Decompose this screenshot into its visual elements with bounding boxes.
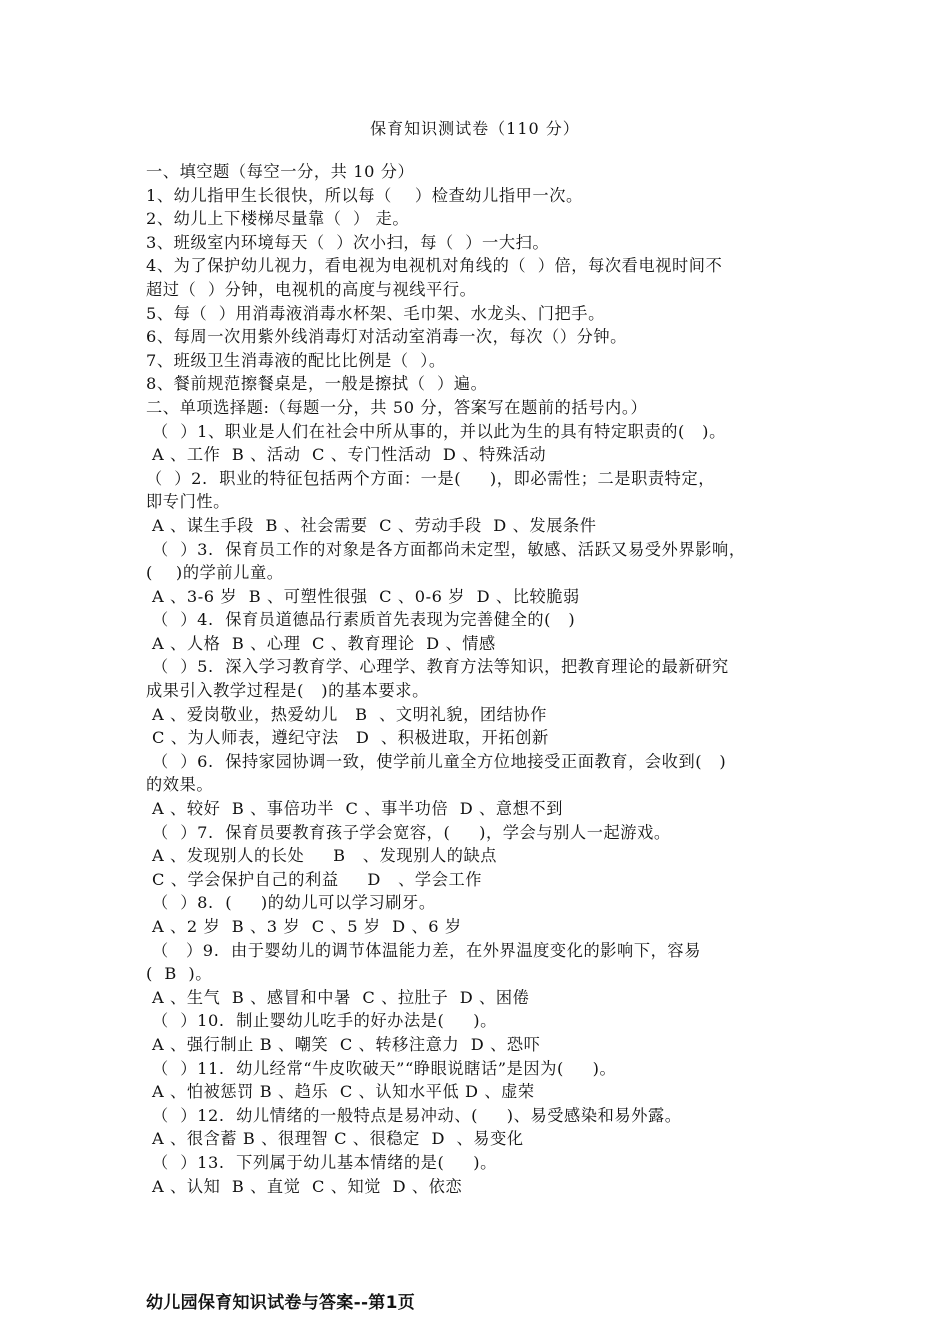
option-line: A 、强行制止 B 、嘲笑 C 、转移注意力 D 、恐吓	[152, 1034, 541, 1054]
section-heading: 二、单项选择题:（每题一分，共 50 分，答案写在题前的括号内。）	[146, 397, 648, 417]
option-line: A 、爱岗敬业，热爱幼儿 B 、文明礼貌，团结协作	[152, 704, 548, 724]
option-line: （ ）9. 由于婴幼儿的调节体温能力差，在外界温度变化的影响下，容易	[152, 940, 701, 960]
page-title: 保育知识测试卷（110 分）	[370, 119, 580, 138]
option-line: A 、3-6 岁 B 、可塑性很强 C 、0-6 岁 D 、比较脆弱	[152, 586, 580, 606]
option-line: A 、工作 B 、活动 C 、专门性活动 D 、特殊活动	[152, 445, 547, 465]
option-line: A 、生气 B 、感冒和中暑 C 、拉肚子 D 、困倦	[152, 987, 530, 1007]
option-line: A 、怕被惩罚 B 、趋乐 C 、认知水平低 D 、虚荣	[152, 1082, 535, 1102]
page-footer: 幼儿园保育知识试卷与答案--第1页	[146, 1293, 416, 1313]
option-line: （ ）8. ( )的幼儿可以学习刷牙。	[152, 893, 436, 913]
question-line: 成果引入教学过程是( )的基本要求。	[146, 681, 429, 701]
option-line: A 、谋生手段 B 、社会需要 C 、劳动手段 D 、发展条件	[152, 515, 597, 535]
option-line: （ ）4. 保育员道德品行素质首先表现为完善健全的( )	[152, 610, 576, 630]
option-line: A 、很含蓄 B 、很理智 C 、很稳定 D 、易变化	[152, 1129, 524, 1149]
option-line: （ ）11. 幼儿经常“牛皮吹破天”“睁眼说瞎话”是因为( )。	[152, 1058, 617, 1078]
option-line: A 、人格 B 、心理 C 、教育理论 D 、情感	[152, 633, 496, 653]
option-line: A 、发现别人的长处 B 、发现别人的缺点	[152, 846, 498, 866]
option-line: （ ）10. 制止婴幼儿吃手的好办法是( )。	[152, 1011, 497, 1031]
option-line: （ ）7. 保育员要教育孩子学会宽容，( )，学会与别人一起游戏。	[152, 822, 671, 842]
option-line: A 、2 岁 B 、3 岁 C 、5 岁 D 、6 岁	[152, 917, 462, 936]
question-line: 4、为了保护幼儿视力，看电视为电视机对角线的（ ）倍，每次看电视时间不	[146, 256, 723, 276]
question-line: 5、每（ ）用消毒液消毒水杯架、毛巾架、水龙头、门把手。	[146, 303, 605, 323]
question-line: 即专门性。	[146, 492, 230, 512]
question-line: ( B )。	[146, 964, 213, 984]
option-line: A 、较好 B 、事倍功半 C 、事半功倍 D 、意想不到	[152, 799, 563, 819]
option-line: C 、为人师表，遵纪守法 D 、积极进取，开拓创新	[152, 728, 549, 748]
option-line: （ ）12. 幼儿情绪的一般特点是易冲动、( )、易受感染和易外露。	[152, 1105, 682, 1125]
question-line: 8、餐前规范擦餐桌是，一般是擦拭（ ）遍。	[146, 374, 488, 394]
option-line: （ ）1、职业是人们在社会中所从事的，并以此为生的具有特定职责的( )。	[152, 421, 726, 441]
document-body	[146, 160, 826, 1198]
option-line: （ ）5. 深入学习教育学、心理学、教育方法等知识，把教育理论的最新研究	[152, 657, 729, 677]
option-line: C 、学会保护自己的利益 D 、学会工作	[152, 869, 483, 889]
question-line: 超过（ ）分钟，电视机的高度与视线平行。	[146, 279, 477, 299]
question-line: 3、班级室内环境每天（ ）次小扫，每（ ）一大扫。	[146, 232, 550, 252]
question-line: ( )的学前儿童。	[146, 563, 284, 583]
option-line: （ ）13. 下列属于幼儿基本情绪的是( )。	[152, 1152, 497, 1172]
option-line: （ ）3. 保育员工作的对象是各方面都尚未定型，敏感、活跃又易受外界影响，	[152, 539, 746, 559]
question-line: 2、幼儿上下楼梯尽量靠（ ） 走。	[146, 209, 410, 229]
question-line: 6、每周一次用紫外线消毒灯对活动室消毒一次，每次（）分钟。	[146, 327, 627, 347]
question-line: 的效果。	[146, 775, 214, 795]
question-line: 7、班级卫生消毒液的配比比例是（ ）。	[146, 350, 446, 370]
question-line: 1、幼儿指甲生长很快，所以每（ ）检查幼儿指甲一次。	[146, 185, 583, 205]
section-heading: 一、填空题（每空一分，共 10 分）	[146, 162, 415, 181]
option-line: （ ）6. 保持家园协调一致，使学前儿童全方位地接受正面教育，会收到( )	[152, 751, 727, 771]
option-line: A 、认知 B 、直觉 C 、知觉 D 、依恋	[152, 1176, 463, 1196]
question-line: （ ）2. 职业的特征包括两个方面：一是( )，即必需性；二是职责特定，	[146, 468, 716, 488]
